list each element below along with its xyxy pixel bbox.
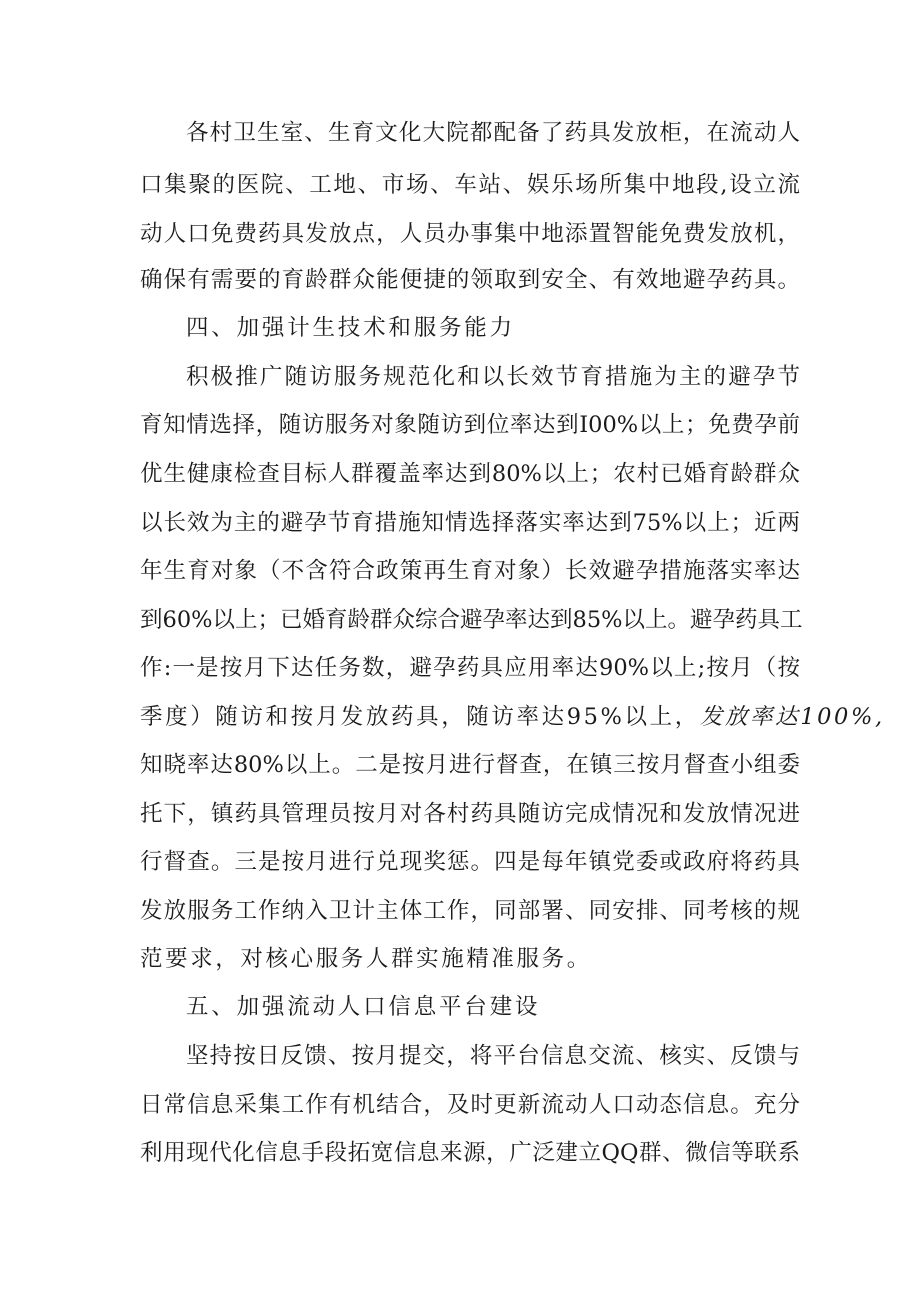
section-heading-4: 四、加强计生技术和服务能力 (186, 315, 515, 341)
paragraph-line: 优生健康检查目标人群覆盖率达到80%以上；农村已婚育龄群众 (140, 461, 800, 487)
paragraph-line: 日常信息采集工作有机结合，及时更新流动人口动态信息。充分 (140, 1092, 800, 1118)
paragraph-line: 托下，镇药具管理员按月对各村药具随访完成情况和发放情况进 (140, 801, 800, 827)
paragraph-line: 行督查。三是按月进行兑现奖惩。四是每年镇党委或政府将药具 (140, 849, 800, 875)
section-heading-5: 五、加强流动人口信息平台建设 (186, 994, 541, 1020)
paragraph-line: 确保有需要的育龄群众能便捷的领取到安全、有效地避孕药具。 (140, 267, 800, 293)
italic-text: 发放率达100%, (699, 704, 885, 730)
paragraph-line: 年生育对象（不含符合政策再生育对象）长效避孕措施落实率达 (140, 558, 800, 584)
paragraph-line: 积极推广随访服务规范化和以长效节育措施为主的避孕节 (186, 364, 800, 390)
paragraph-line: 以长效为主的避孕节育措施知情选择落实率达到75%以上；近两 (140, 510, 800, 536)
paragraph-line: 范要求，对核心服务人群实施精准服务。 (140, 946, 592, 972)
paragraph-line-mixed (140, 702, 885, 732)
paragraph-line: 知晓率达80%以上。二是按月进行督查，在镇三按月督查小组委 (140, 752, 800, 778)
paragraph-line: 利用现代化信息手段拓宽信息来源，广泛建立QQ群、微信等联系 (140, 1140, 800, 1166)
paragraph-line: 各村卫生室、生育文化大院都配备了药具发放柜，在流动人 (186, 120, 800, 146)
paragraph-line: 口集聚的医院、工地、市场、车站、娱乐场所集中地段,设立流 (140, 172, 800, 198)
paragraph-line: 育知情选择，随访服务对象随访到位率达到I00%以上；免费孕前 (140, 412, 800, 438)
paragraph-line: 作:一是按月下达任务数，避孕药具应用率达90%以上;按月（按 (140, 655, 800, 681)
paragraph-line: 动人口免费药具发放点，人员办事集中地添置智能免费发放机， (140, 221, 800, 247)
paragraph-line: 到60%以上；已婚育龄群众综合避孕率达到85%以上。避孕药具工 (140, 607, 803, 633)
paragraph-line: 发放服务工作纳入卫计主体工作，同部署、同安排、同考核的规 (140, 898, 800, 924)
paragraph-line: 坚持按日反馈、按月提交，将平台信息交流、核实、反馈与 (186, 1043, 800, 1069)
paragraph-text: 季度）随访和按月发放药具，随访率达95%以上， (140, 704, 700, 730)
